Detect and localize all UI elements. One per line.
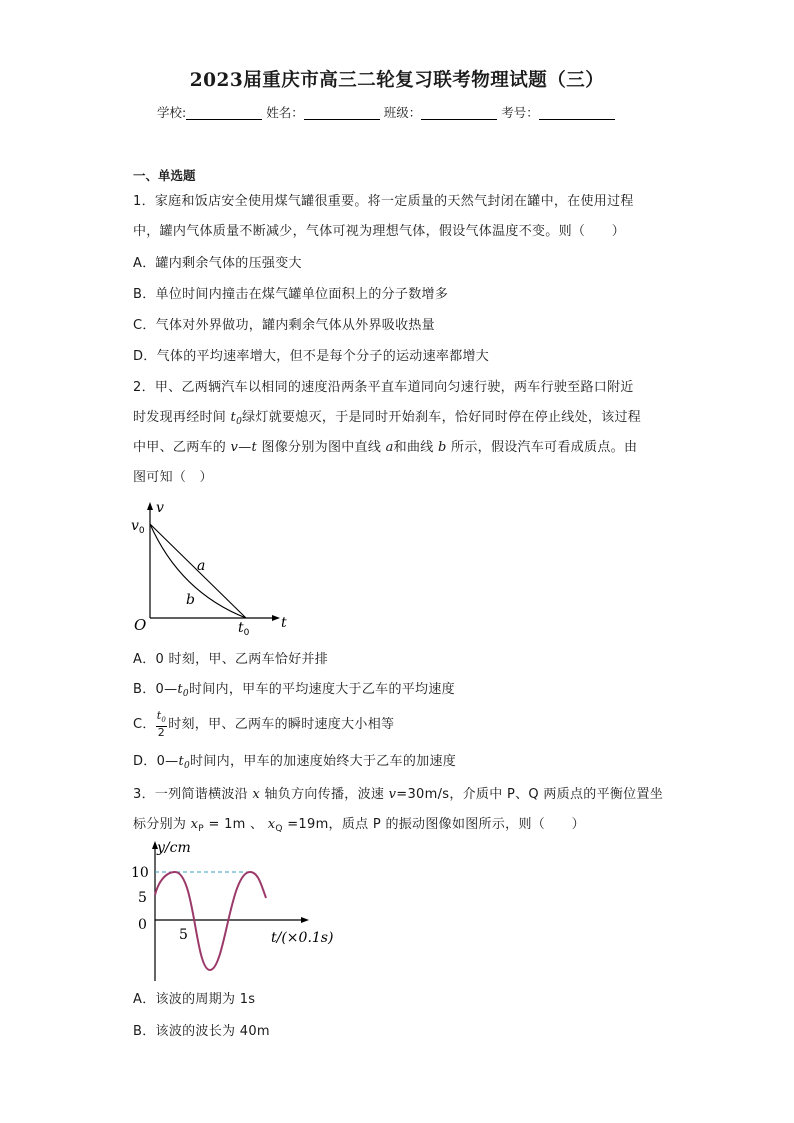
t-axis-label: t (281, 615, 287, 631)
q1-stem-line2: 中，罐内气体质量不断减少，气体可视为理想气体，假设气体温度不变。则（ ） (133, 224, 626, 239)
section-heading: 一、单选题 (133, 168, 196, 183)
tick-10: 10 (131, 865, 149, 881)
y-axis-label: y/cm (157, 840, 191, 856)
q2-stem-line1: 2．甲、乙两辆汽车以相同的速度沿两条平直车道同向匀速行驶，两车行驶至路口附近 (133, 380, 634, 395)
t-axis-arrow (301, 917, 309, 923)
q1-option-b: B．单位时间内撞击在煤气罐单位面积上的分子数增多 (133, 287, 449, 302)
tick-t5: 5 (179, 927, 188, 943)
v-axis-label: v (156, 500, 164, 516)
q3-stem-line1: 3．一列简谐横波沿 x 轴负方向传播，波速 v=30m/s，介质中 P、Q 两质点的平衡位置坐 (133, 787, 664, 802)
t-axis-label: t/(×0.1s) (271, 930, 334, 946)
q1-stem-line1: 1．家庭和饭店安全使用煤气罐很重要。将一定质量的天然气封闭在罐中，在使用过程 (133, 194, 634, 209)
q3-option-b: B．该波的波长为 40m (133, 1024, 270, 1039)
q1-option-d: D．气体的平均速率增大，但不是每个分子的运动速率都增大 (133, 349, 490, 364)
v-axis-arrow (147, 502, 153, 510)
t0-over-2-fraction: $\frac{t_0}{2}$ (156, 709, 167, 739)
t-axis-arrow (272, 615, 280, 621)
t0-label: $t_0$ (238, 620, 250, 638)
number-field[interactable] (539, 105, 615, 120)
tick-0: 0 (138, 917, 147, 933)
q2-stem-line4: 图可知（ ） (133, 470, 213, 485)
school-label: 学校: (157, 105, 187, 120)
q2-option-b: B．$0—t_0$时间内，甲车的平均速度大于乙车的平均速度 (133, 682, 455, 699)
class-field[interactable] (421, 105, 497, 120)
name-field[interactable] (304, 105, 380, 120)
tick-5: 5 (138, 890, 147, 906)
q1-option-c: C．气体对外界做功，罐内剩余气体从外界吸收热量 (133, 318, 435, 333)
q2-option-c: C． $\frac{t_0}{2}$ 时刻，甲、乙两车的瞬时速度大小相等 (133, 709, 395, 739)
q2-option-a: A．0 时刻，甲、乙两车恰好并排 (133, 652, 329, 667)
name-label: 姓名： (266, 105, 304, 120)
q3-option-a: A．该波的周期为 1s (133, 992, 256, 1007)
school-field[interactable] (186, 105, 262, 120)
curve-a-label: a (197, 558, 206, 574)
vibration-graph (128, 838, 343, 983)
class-label: 班级： (383, 105, 422, 120)
q1-option-a: A．罐内剩余气体的压强变大 (133, 256, 302, 271)
q2-stem-line3: 中甲、乙两车的 v—t 图像分别为图中直线 a和曲线 b 所示，假设汽车可看成质点。由 (133, 440, 638, 455)
vibration-wave (155, 872, 266, 970)
page-title: 2023届重庆市高三二轮复习联考物理试题（三） (189, 70, 605, 91)
origin-label: O (134, 616, 147, 634)
student-info-line (157, 103, 615, 121)
q2-option-d: D．$0—t_0$时间内，甲车的加速度始终大于乙车的加速度 (133, 754, 457, 771)
vt-graph (128, 500, 298, 645)
v0-label: $v_0$ (131, 518, 145, 536)
q3-stem-line2: 标分别为 $x_P = 1m$ 、 $x_Q =19m$，质点 P 的振动图像如图所示，则（ ） (133, 817, 585, 834)
number-label: 考号： (501, 105, 539, 120)
q2-stem-line2: 时发现再经时间 $t_0$绿灯就要熄灭，于是同时开始刹车，恰好同时停在停止线处，该过程 (133, 410, 642, 427)
curve-b-label: b (186, 592, 195, 608)
